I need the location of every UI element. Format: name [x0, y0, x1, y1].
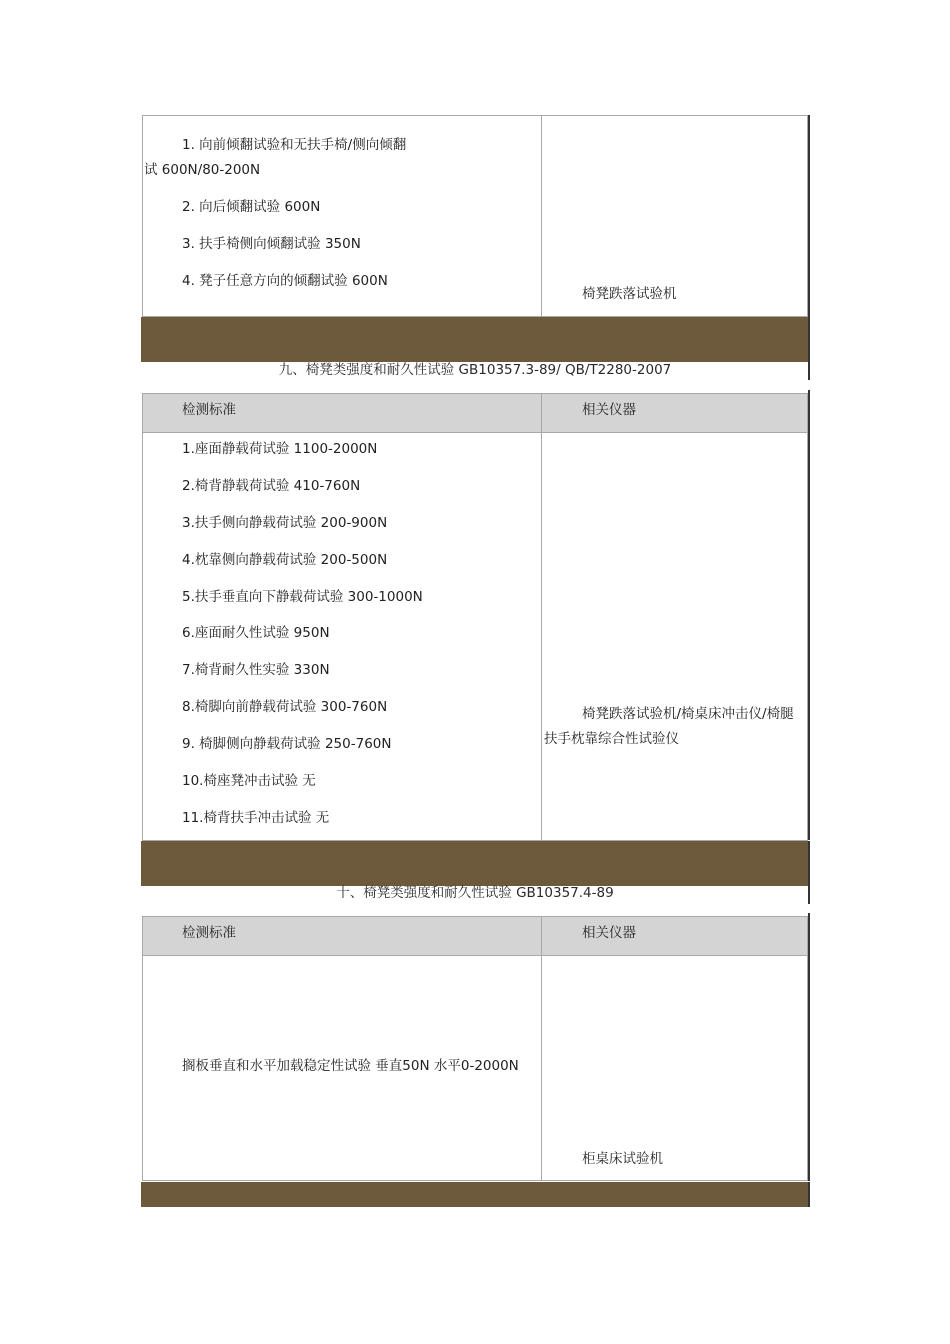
section9-band — [141, 317, 809, 362]
section9-item-9: 9. 椅脚侧向静载荷试验 250-760N — [182, 736, 392, 752]
section9-instrument-line1: 椅凳跌落试验机/椅桌床冲击仪/椅腿 — [582, 706, 794, 722]
section10-header-instrument-label: 相关仪器 — [582, 925, 636, 941]
section8-item-3: 3. 扶手椅侧向倾翻试验 350N — [182, 236, 361, 252]
section9-item-11: 11.椅背扶手冲击试验 无 — [182, 810, 330, 826]
section8-item-1-cont: 试 600N/80-200N — [144, 162, 261, 178]
section9-item-4: 4.枕靠侧向静载荷试验 200-500N — [182, 552, 388, 568]
section9-item-1: 1.座面静载荷试验 1100-2000N — [182, 441, 378, 457]
section10-header-standard-label: 检测标准 — [182, 925, 236, 941]
section10-instrument: 柜桌床试验机 — [582, 1151, 663, 1167]
section8-instrument: 椅凳跌落试验机 — [582, 286, 677, 302]
section8-item-1: 1. 向前倾翻试验和无扶手椅/侧向倾翻 — [182, 137, 407, 153]
section8-item-2: 2. 向后倾翻试验 600N — [182, 199, 321, 215]
table-right-edge — [808, 115, 810, 317]
section9-item-7: 7.椅背耐久性实验 330N — [182, 662, 330, 678]
section9-item-6: 6.座面耐久性试验 950N — [182, 625, 330, 641]
section9-item-10: 10.椅座凳冲击试验 无 — [182, 773, 316, 789]
band-right-edge — [808, 1182, 810, 1207]
section9-item-8: 8.椅脚向前静载荷试验 300-760N — [182, 699, 388, 715]
section10-item: 搁板垂直和水平加载稳定性试验 垂直50N 水平0-2000N — [182, 1058, 519, 1074]
section9-item-5: 5.扶手垂直向下静载荷试验 300-1000N — [182, 589, 423, 605]
section9-header-standard-label: 检测标准 — [182, 402, 236, 418]
section9-title: 九、椅凳类强度和耐久性试验 GB10357.3-89/ QB/T2280-2007 — [278, 362, 672, 378]
section8-item-4: 4. 凳子任意方向的倾翻试验 600N — [182, 273, 388, 289]
section9-instrument-cell — [541, 432, 808, 841]
section10-band — [141, 841, 809, 886]
bottom-band — [141, 1182, 809, 1207]
section10-title: 十、椅凳类强度和耐久性试验 GB10357.4-89 — [336, 885, 614, 901]
section9-instrument-line2: 扶手枕靠综合性试验仪 — [544, 731, 679, 747]
section9-header-instrument-label: 相关仪器 — [582, 402, 636, 418]
section9-item-3: 3.扶手侧向静载荷试验 200-900N — [182, 515, 388, 531]
section9-item-2: 2.椅背静载荷试验 410-760N — [182, 478, 361, 494]
table-right-edge — [808, 913, 810, 1181]
section10-instrument-cell — [541, 955, 808, 1181]
table-right-edge — [808, 390, 810, 840]
